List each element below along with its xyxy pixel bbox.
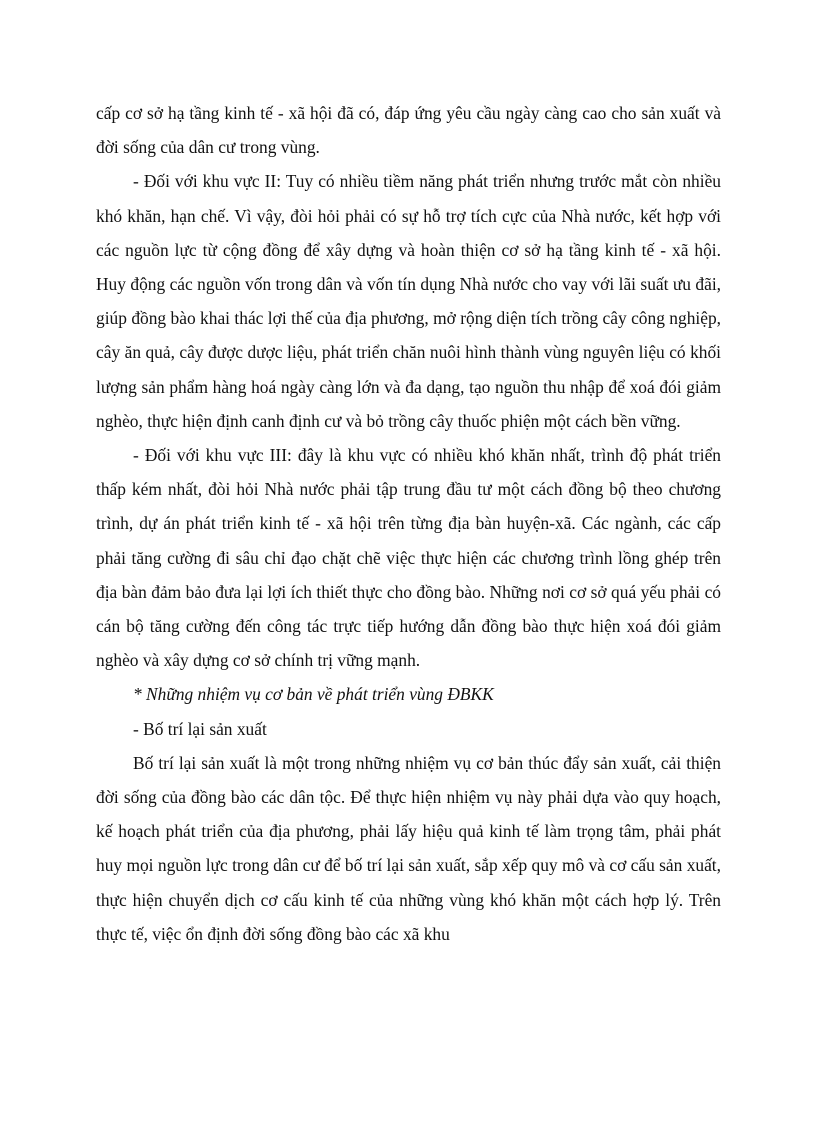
paragraph-continuation: cấp cơ sở hạ tầng kinh tế - xã hội đã có, đáp ứng yêu cầu ngày càng cao cho sản xuất và đời sống của dân cư trong vùng. — [96, 103, 721, 158]
document-page — [96, 96, 721, 951]
subsection-heading: - Bố trí lại sản xuất — [133, 718, 267, 739]
paragraph-region-iii: - Đối với khu vực III: đây là khu vực có nhiều khó khăn nhất, trình độ phát triển thấp kém nhất, đòi hỏi Nhà nước phải tập trung đầu tư một cách đồng bộ theo chương trình, dự án phát triển kinh tế - xã hội trên từng địa bàn huyện-xã. Các ngành, các cấp phải tăng cường đi sâu chỉ đạo chặt chẽ việc thực hiện các chương trình lồng ghép trên địa bàn đảm bảo đưa lại lợi ích thiết thực cho đồng bào. Những nơi cơ sở quá yếu phải có cán bộ tăng cường đến công tác trực tiếp hướng dẫn đồng bào thực hiện xoá đói giảm nghèo và xây dựng cơ sở chính trị vững mạnh. — [96, 445, 721, 671]
paragraph-production-arrangement: Bố trí lại sản xuất là một trong những nhiệm vụ cơ bản thúc đẩy sản xuất, cải thiện đời sống của đồng bào các dân tộc. Để thực hiện nhiệm vụ này phải dựa vào quy hoạch, kế hoạch phát triển của địa phương, phải lấy hiệu quả kinh tế làm trọng tâm, phải phát huy mọi nguồn lực trong dân cư để bố trí lại sản xuất, sắp xếp quy mô và cơ cấu sản xuất, thực hiện chuyển dịch cơ cấu kinh tế của những vùng khó khăn một cách hợp lý. Trên thực tế, việc ổn định đời sống đồng bào các xã khu — [96, 752, 721, 944]
section-heading: * Những nhiệm vụ cơ bản về phát triển vùng ĐBKK — [133, 684, 494, 705]
paragraph-region-ii: - Đối với khu vực II: Tuy có nhiều tiềm năng phát triển nhưng trước mắt còn nhiều khó khăn, hạn chế. Vì vậy, đòi hỏi phải có sự hỗ trợ tích cực của Nhà nước, kết hợp với các nguồn lực từ cộng đồng để xây dựng và hoàn thiện cơ sở hạ tầng kinh tế - xã hội. Huy động các nguồn vốn trong dân và vốn tín dụng Nhà nước cho vay với lãi suất ưu đãi, giúp đồng bào khai thác lợi thế của địa phương, mở rộng diện tích trồng cây công nghiệp, cây ăn quả, cây được dược liệu, phát triển chăn nuôi hình thành vùng nguyên liệu có khối lượng sản phẩm hàng hoá ngày càng lớn và đa dạng, tạo nguồn thu nhập để xoá đói giảm nghèo, thực hiện định canh định cư và bỏ trồng cây thuốc phiện một cách bền vững. — [96, 171, 721, 431]
